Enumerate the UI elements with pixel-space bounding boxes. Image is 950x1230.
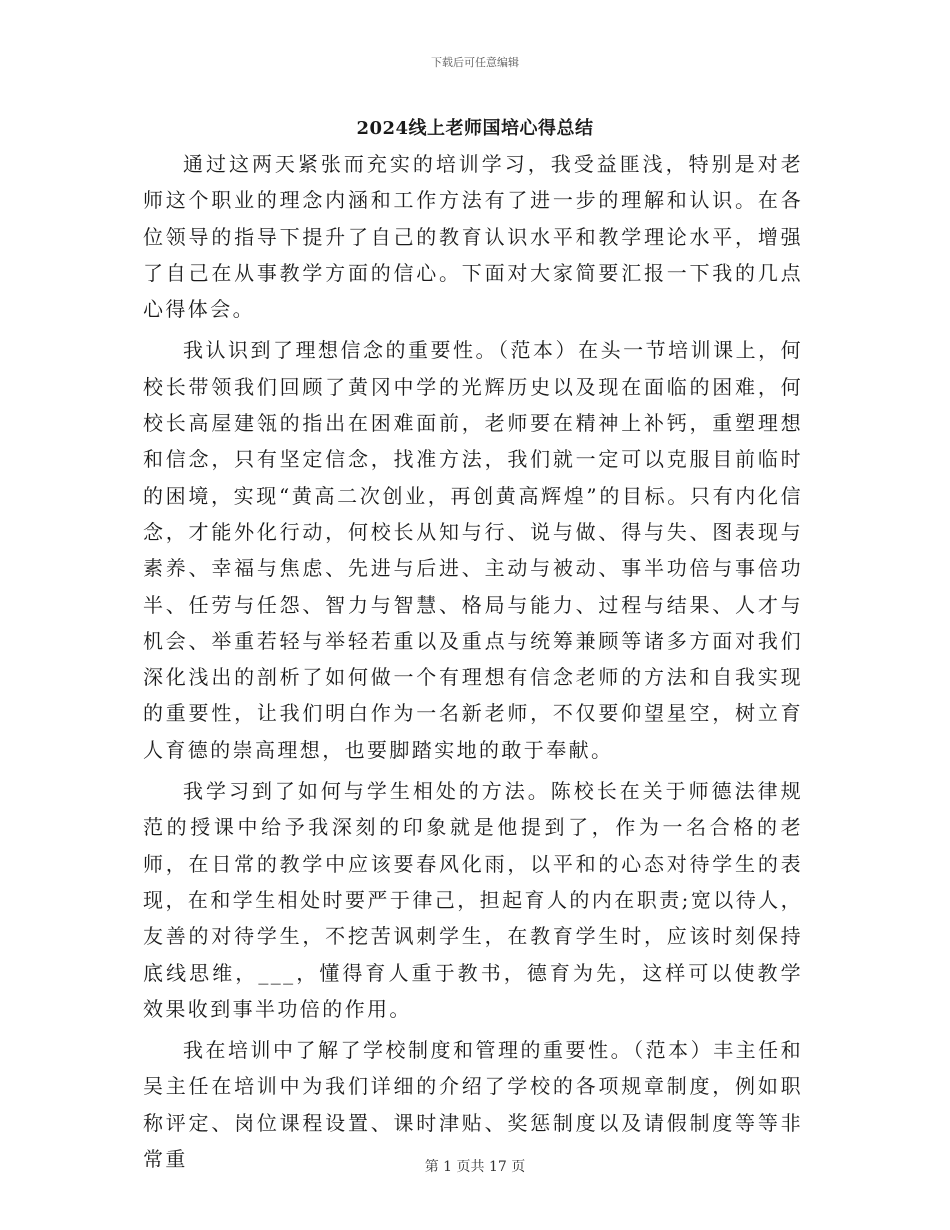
document-body xyxy=(143,146,803,1182)
page-number: 第 1 页共 17 页 xyxy=(424,1159,526,1175)
paragraph: 我在培训中了解了学校制度和管理的重要性。（范本）丰主任和吴主任在培训中为我们详细的介绍了学校的各项规章制度，例如职称评定、岗位课程设置、课时津贴、奖惩制度以及请假制度等等非常重 xyxy=(143,1038,803,1172)
document-title: 2024线上老师国培心得总结 xyxy=(356,118,594,139)
page-header-note: 下载后可任意编辑 xyxy=(431,56,519,69)
paragraph: 我认识到了理想信念的重要性。（范本）在头一节培训课上，何校长带领我们回顾了黄冈中学的光辉历史以及现在面临的困难，何校长高屋建瓴的指出在困难面前，老师要在精神上补钙，重塑理想和信念，只有坚定信念，找准方法，我们就一定可以克服目前临时的困境，实现“黄高二次创业，再创黄高辉煌”的目标。只有内化信念，才能外化行动，何校长从知与行、说与做、得与失、图表现与素养、幸福与焦虑、先进与后进、主动与被动、事半功倍与事倍功半、任劳与任怨、智力与智慧、格局与能力、过程与结果、人才与机会、举重若轻与举轻若重以及重点与统筹兼顾等诸多方面对我们深化浅出的剖析了如何做一个有理想有信念老师的方法和自我实现的重要性，让我们明白作为一名新老师，不仅要仰望星空，树立育人育德的崇高理想，也要脚踏实地的敢于奉献。 xyxy=(143,338,803,762)
paragraph: 我学习到了如何与学生相处的方法。陈校长在关于师德法律规范的授课中给予我深刻的印象就是他提到了，作为一名合格的老师，在日常的教学中应该要春风化雨，以平和的心态对待学生的表现，在和学生相处时要严于律己，担起育人的内在职责;宽以待人，友善的对待学生，不挖苦讽刺学生，在教育学生时，应该时刻保持底线思维，___，懂得育人重于教书，德育为先，这样可以使教学效果收到事半功倍的作用。 xyxy=(143,779,803,1021)
paragraph: 通过这两天紧张而充实的培训学习，我受益匪浅，特别是对老师这个职业的理念内涵和工作方法有了进一步的理解和认识。在各位领导的指导下提升了自己的教育认识水平和教学理论水平，增强了自己在从事教学方面的信心。下面对大家简要汇报一下我的几点心得体会。 xyxy=(143,152,803,322)
